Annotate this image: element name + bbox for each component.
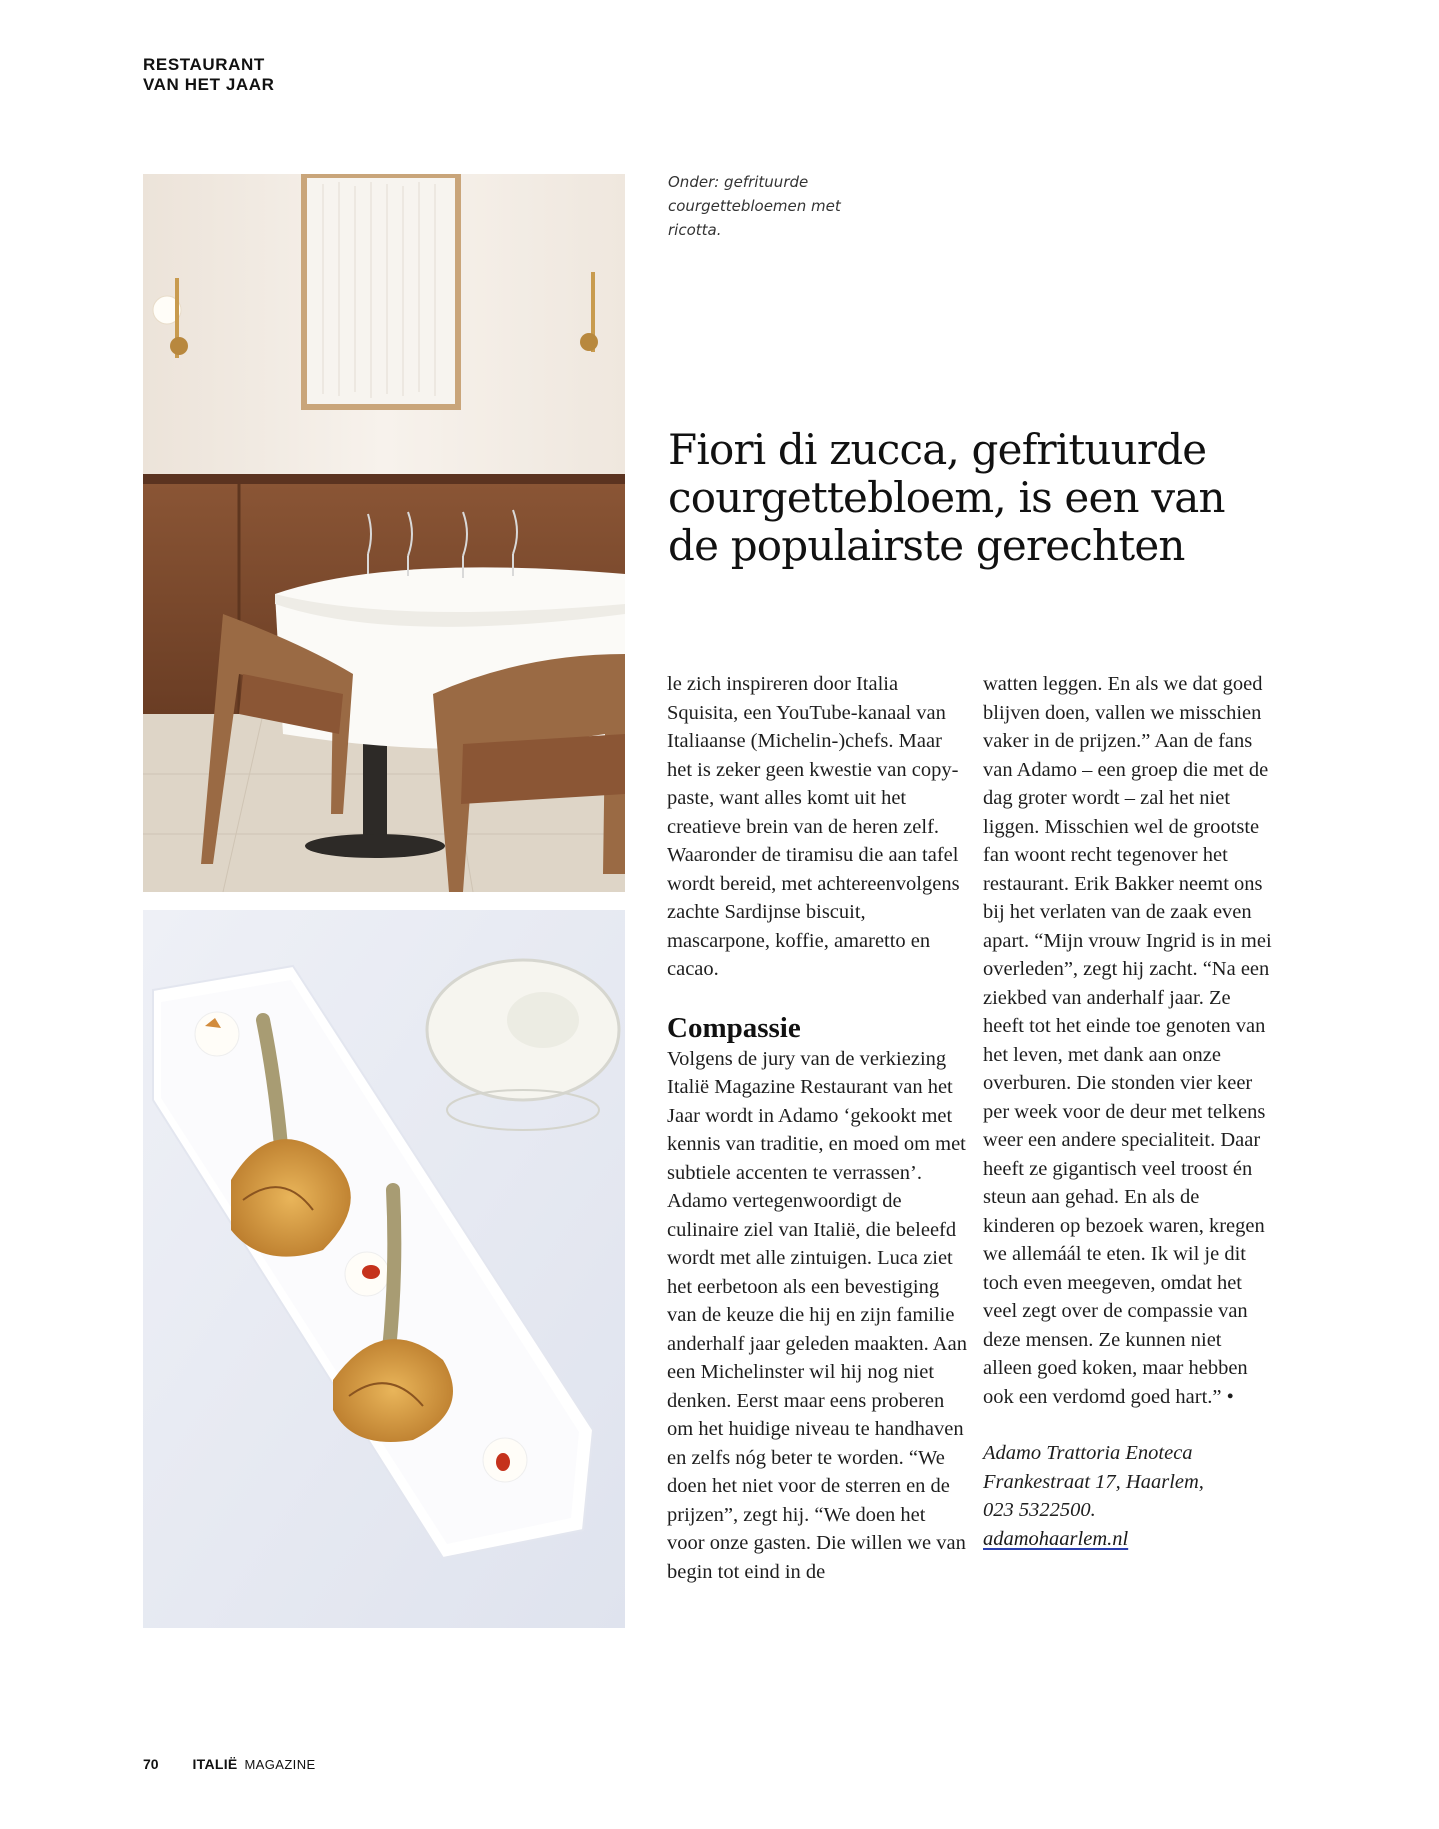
restaurant-street: Frankestraat 17, Haarlem, [983,1470,1204,1493]
restaurant-website-link[interactable]: adamohaarlem.nl [983,1527,1129,1550]
restaurant-phone: 023 5322500. [983,1499,1096,1521]
article-column-left [667,670,967,1586]
pullquote: Fiori di zucca, gefrituurde courgettebloem, is een van de populairste gerechten [668,425,1225,570]
restaurant-name: Adamo Trattoria Enoteca [983,1442,1193,1464]
restaurant-address-block [983,1439,1273,1553]
article-intro-paragraph: le zich inspireren door Italia Squisita, een YouTube-kanaal van Italiaanse (Michelin-)chefs. Maar het is zeker geen kwestie van copy-paste, want alles komt uit het creatieve brein van de heren zelf. Waaronder de tiramisu die aan tafel wordt bereid, met achtereenvolgens zachte Sardijnse biscuit, mascarpone, koffie, amaretto en cacao. [667,673,960,980]
article-column-right [983,670,1273,1553]
courgette-flowers-dish-photo [143,910,625,1628]
article-body-paragraph: Volgens de jury van de verkiezing Italië Magazine Restaurant van het Jaar wordt in Adamo ‘gekookt met kennis van traditie, en moed om met subtiele accenten te verrassen’. Adamo vertegenwoordigt de culinaire ziel van Italië, die beleefd wordt met alle zintuigen. Luca ziet het eerbetoon als een bevestiging van de keuze die hij en zijn familie anderhalf jaar geleden maakten. Aan een Michelinster wil hij nog niet denken. Eerst maar eens proberen om het huidige niveau te handhaven en zelfs nóg beter te worden. “We doen het niet voor de sterren en de prijzen”, zegt hij. “We doen het voor onze gasten. Die willen we van begin tot eind in de [667,1047,967,1583]
page-footer [143,1756,316,1772]
section-label-line1: RESTAURANT [143,55,265,74]
page-number: 70 [143,1756,159,1772]
restaurant-interior-photo [143,174,625,892]
magazine-brand: ITALIË [192,1756,238,1772]
article-subheading: Compassie [667,1011,801,1044]
article-continued-paragraph: watten leggen. En als we dat goed blijven doen, vallen we misschien vaker in de prijzen.” Aan de fans van Adamo – een groep die met de dag groter wordt – zal het niet liggen. Misschien wel de grootste fan woont recht tegenover het restaurant. Erik Bakker neemt ons bij het verlaten van de zaak even apart. “Mijn vrouw Ingrid is in mei overleden”, zegt hij zacht. “Na een ziekbed van anderhalf jaar. Ze heeft tot het einde toe genoten van het leven, met dank aan onze overburen. Die stonden vier keer per week voor de deur met telkens weer een andere specialiteit. Daar heeft ze gigantisch veel troost én steun aan gehad. En als de kinderen op bezoek waren, kregen we allemáál te eten. Ik wil je dit toch even meegeven, omdat het veel zegt over de compassie van deze mensen. Ze kunnen niet alleen goed koken, maar hebben ook een verdomd goed hart.” • [983,673,1272,1408]
photo-caption: Onder: gefrituurde courgettebloemen met ricotta. [668,173,841,239]
section-label [143,55,275,95]
section-label-line2: VAN HET JAAR [143,75,275,94]
magazine-brand-sub: MAGAZINE [244,1757,316,1772]
